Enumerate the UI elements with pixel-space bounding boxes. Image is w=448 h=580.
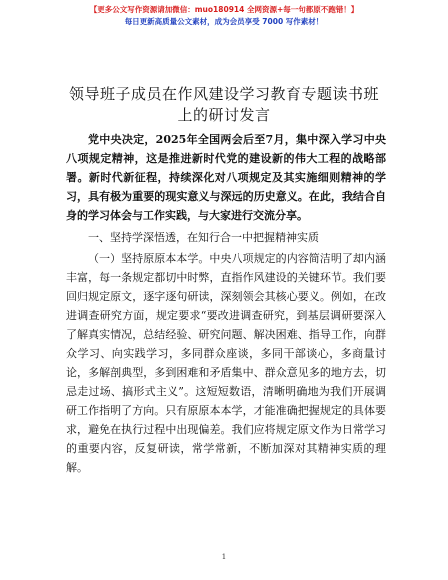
promo-banner-line2: 每日更新高质量公文素材，成为会员享受 7000 写作素材！ (124, 17, 324, 26)
promo-banner (0, 4, 448, 28)
paragraph-study-original-text: （一）坚持原原本本学。中央八项规定的内容简洁明了却内涵丰富，每一条规定都切中时弊，直指作风建设的关键环节。我们要回归规定原文，逐字逐句研读，深刻领会其核心要义。例如，在改进调查研究方面，规定要求“要改进调查研究，到基层调研要深入了解真实情况，总结经验、研究问题、解决困难、指导工作，向群众学习、向实践学习，多同群众座谈，多同干部谈心，多商量讨论，多解剖典型，多到困难和矛盾集中、群众意见多的地方去，切忌走过场、搞形式主义”。这短短数语，清晰明确地为我们开展调研工作指明了方向。只有原原本本学，才能准确把握规定的具体要求，避免在执行过程中出现偏差。我们应将规定原文作为日常学习的重要内容，反复研读，常学常新，不断加深对其精神实质的理解。 (66, 252, 386, 474)
title-line1: 领导班子成员在作风建设学习教育专题读书班 (68, 85, 379, 103)
promo-banner-line1: 【更多公文写作资源请加微信：muo180914 全网资源+每一句都原不跑错！】 (89, 5, 359, 14)
section-heading-1: 一、坚持学深悟透，在知行合一中把握精神实质 (88, 231, 319, 244)
page-number: 1 (221, 553, 227, 561)
title-line2: 上的研讨发言 (177, 106, 271, 124)
intro-paragraph: 党中央决定，2025年全国两会后至7月，集中深入学习中央八项规定精神，这是推进新时代党的建设新的伟大工程的战略部署。新时代新征程，持续深化对八项规定及其实施细则精神的学习，具有极为重要的现实意义与深远的历史意义。在此，我结合自身的学习体会与工作实践，与大家进行交流分享。 (66, 133, 386, 222)
document-title (0, 84, 448, 126)
document-body (66, 130, 386, 477)
